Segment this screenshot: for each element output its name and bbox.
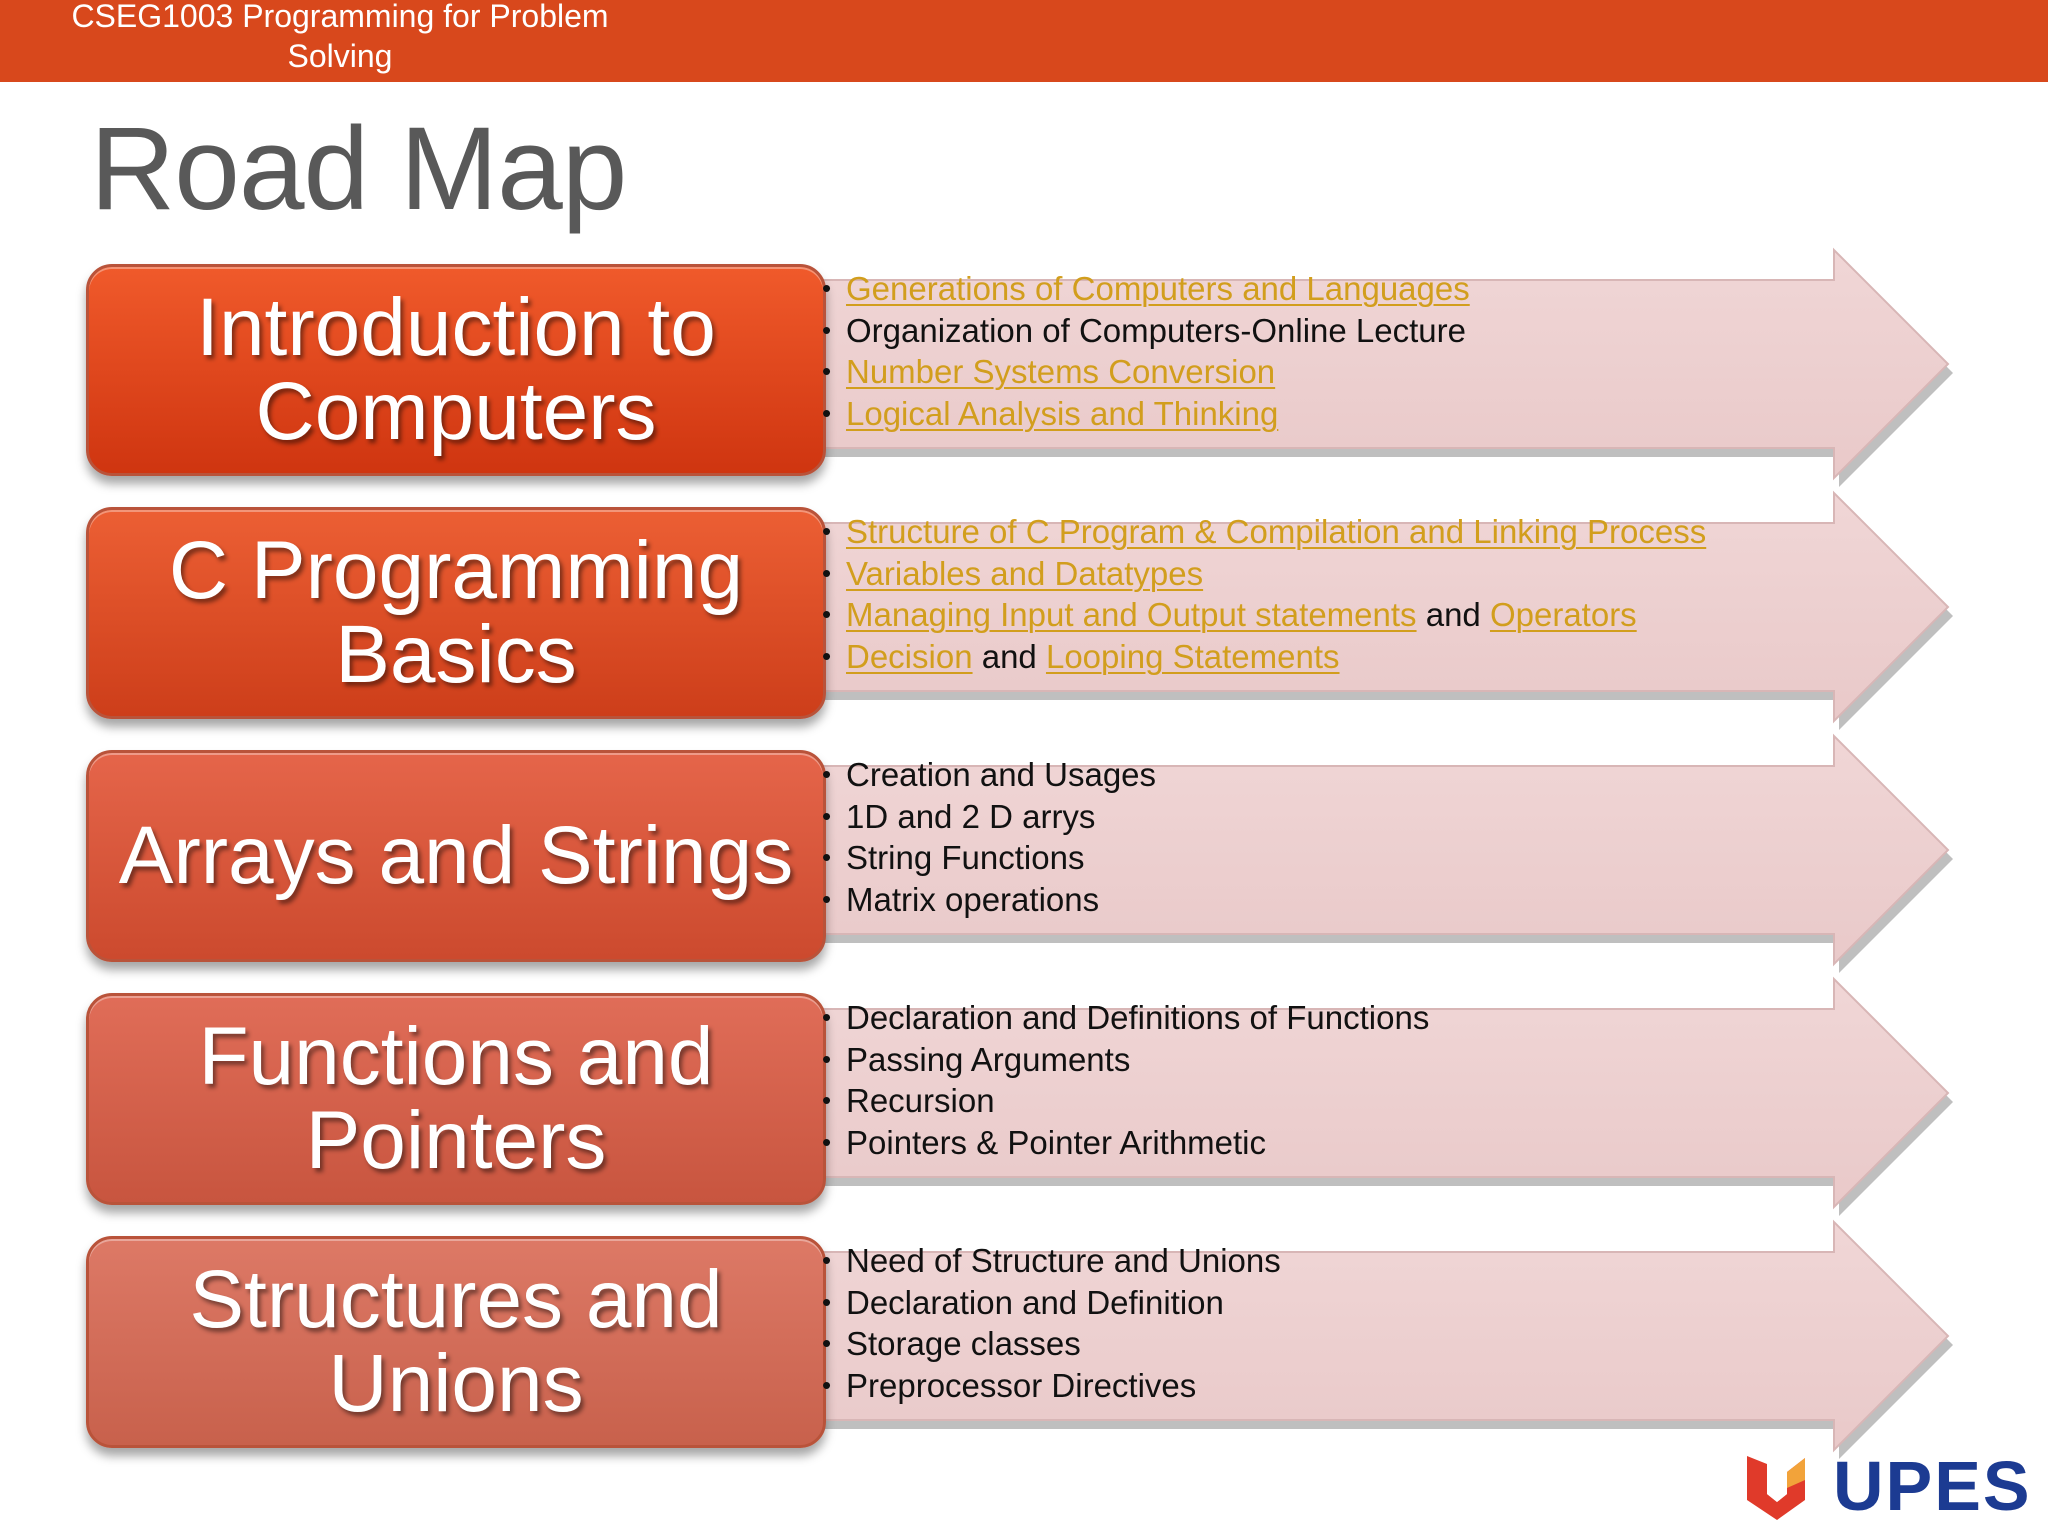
item-text: Passing Arguments (846, 1040, 1131, 1078)
item-text: Creation and Usages (846, 756, 1157, 793)
topic-list (822, 754, 1822, 920)
roadmap-row (0, 493, 2048, 733)
item-text: Matrix operations (846, 880, 1100, 918)
list-item (822, 796, 1822, 838)
list-item (822, 1080, 1822, 1122)
roadmap-row (0, 979, 2048, 1219)
item-text: Need of Structure and Unions (846, 1242, 1281, 1279)
topic-box (86, 1236, 826, 1448)
topic-link[interactable]: Variables and Datatypes (846, 554, 1204, 592)
topic-box (86, 993, 826, 1205)
list-item (822, 754, 1822, 796)
list-item (822, 997, 1822, 1039)
roadmap-row (0, 250, 2048, 490)
item-text: String Functions (846, 839, 1085, 876)
list-item (822, 553, 1822, 595)
topic-list (822, 511, 1822, 677)
page-title: Road Map (90, 103, 627, 235)
topic-link[interactable]: Decision (846, 637, 973, 675)
list-item (822, 1365, 1822, 1407)
roadmap-row (0, 1222, 2048, 1462)
item-text: Preprocessor Directives (846, 1366, 1197, 1404)
item-text: Pointers & Pointer Arithmetic (846, 1123, 1267, 1161)
item-text: Organization of Computers-Online Lecture (846, 311, 1466, 349)
topic-link[interactable]: Structure of C Program & Compilation and Linking Process (846, 513, 1707, 550)
topic-box (86, 750, 826, 962)
list-item (822, 511, 1822, 553)
topic-link[interactable]: Number Systems Conversion (846, 353, 1276, 390)
item-text: Recursion (846, 1082, 995, 1119)
item-text: 1D and 2 D arrys (846, 797, 1096, 835)
topic-link[interactable]: Looping Statements (1045, 637, 1340, 675)
list-item (822, 351, 1822, 393)
topic-list (822, 997, 1822, 1163)
topic-box (86, 507, 826, 719)
course-title: CSEG1003 Programming for Problem Solving (71, 0, 609, 74)
upes-logo (1745, 1447, 2032, 1528)
topic-list (822, 268, 1822, 434)
roadmap-row (0, 736, 2048, 976)
list-item (822, 636, 1822, 678)
list-item (822, 1323, 1822, 1365)
topic-link[interactable]: Managing Input and Output statements (846, 596, 1417, 633)
topic-label: Structures and Unions (189, 1254, 723, 1429)
list-item (822, 1122, 1822, 1164)
item-text: Declaration and Definitions of Functions (846, 999, 1430, 1036)
item-text: and (1416, 596, 1490, 633)
topic-label: Introduction to Computers (196, 282, 716, 457)
list-item (822, 268, 1822, 310)
topic-label: Functions and Pointers (198, 1011, 714, 1186)
list-item (822, 393, 1822, 435)
topic-link[interactable]: Operators (1489, 596, 1637, 633)
list-item (822, 1240, 1822, 1282)
list-item (822, 310, 1822, 352)
header-bar (0, 0, 2048, 82)
topic-label: C Programming Basics (168, 525, 744, 700)
list-item (822, 594, 1822, 636)
topic-list (822, 1240, 1822, 1406)
topic-label: Arrays and Strings (118, 810, 794, 901)
topic-box (86, 264, 826, 476)
item-text: Declaration and Definition (846, 1283, 1224, 1321)
topic-link[interactable]: Generations of Computers and Languages (846, 270, 1470, 307)
item-text: Storage classes (846, 1325, 1081, 1362)
topic-link[interactable]: Logical Analysis and Thinking (846, 394, 1279, 432)
item-text: and (972, 637, 1046, 675)
list-item (822, 1039, 1822, 1081)
upes-logo-text: UPES (1833, 1447, 2032, 1525)
list-item (822, 879, 1822, 921)
list-item (822, 837, 1822, 879)
list-item (822, 1282, 1822, 1324)
upes-logo-icon (1745, 1450, 1807, 1522)
